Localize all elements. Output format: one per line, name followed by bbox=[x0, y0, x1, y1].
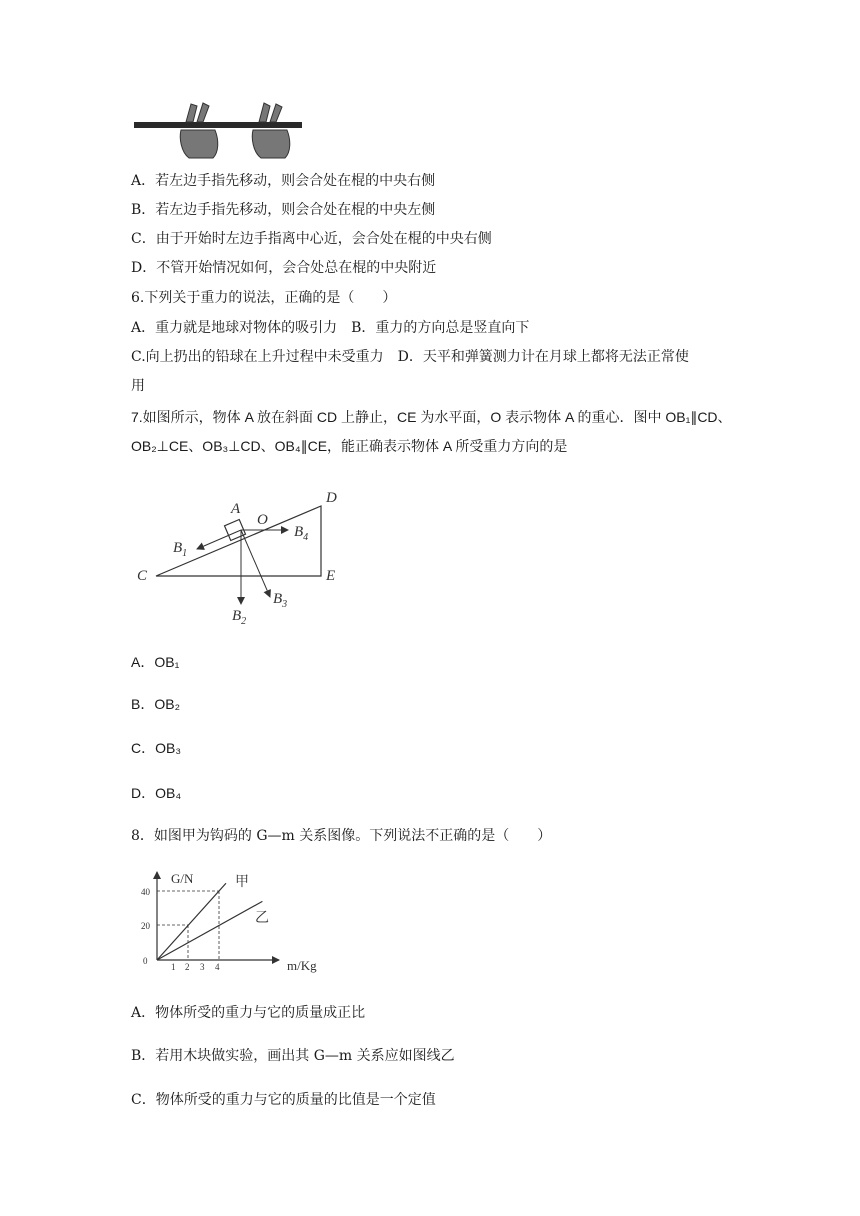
label-b3: $B_3$ bbox=[273, 591, 288, 610]
q6-options-line1: A．重力就是地球对物体的吸引力 B．重力的方向总是竖直向下 bbox=[131, 320, 530, 336]
label-d: D bbox=[326, 490, 337, 506]
q7-stem-line2: OB₂⊥CE、OB₃⊥CD、OB₄∥CE，能正确表示物体 A 所受重力方向的是 bbox=[131, 438, 568, 454]
q5-option-c: C．由于开始时左边手指离中心近，会合处在棍的中央右侧 bbox=[131, 231, 492, 247]
q7-stem-line1: 7.如图所示，物体 A 放在斜面 CD 上静止，CE 为水平面，O 表示物体 A 的重心．图中 OB₁∥CD、 bbox=[131, 409, 732, 425]
incline-force-figure bbox=[131, 480, 361, 630]
q5-option-a: A．若左边手指先移动，则会合处在棍的中央右侧 bbox=[131, 173, 436, 189]
label-e: E bbox=[326, 568, 336, 584]
label-o: O bbox=[257, 512, 268, 528]
series-label-jia: 甲 bbox=[235, 875, 249, 890]
series-line-jia bbox=[157, 883, 226, 960]
arrow-ob3 bbox=[241, 530, 270, 597]
right-hand-icon bbox=[252, 103, 290, 158]
y-axis-label: G/N bbox=[171, 871, 194, 886]
left-hand-icon bbox=[180, 103, 218, 158]
x-tick-2: 2 bbox=[185, 962, 190, 972]
x-tick-4: 4 bbox=[215, 962, 220, 972]
q7-option-c: C．OB₃ bbox=[131, 740, 182, 756]
x-tick-1: 1 bbox=[171, 962, 176, 972]
series-label-yi: 乙 bbox=[255, 911, 269, 926]
q7-option-a: A．OB₁ bbox=[131, 654, 180, 670]
q5-option-d: D．不管开始情况如何，会合处总在棍的中央附近 bbox=[131, 260, 437, 276]
stick bbox=[134, 122, 302, 128]
q7-option-d: D．OB₄ bbox=[131, 785, 182, 801]
q7-option-b: B．OB₂ bbox=[131, 696, 180, 712]
g-m-chart bbox=[131, 866, 336, 976]
q8-option-a: A．物体所受的重力与它的质量成正比 bbox=[131, 1005, 366, 1021]
x-tick-3: 3 bbox=[200, 962, 205, 972]
series-line-yi bbox=[157, 901, 262, 960]
stick-on-fingers-figure bbox=[131, 100, 306, 162]
label-c: C bbox=[137, 568, 148, 584]
q6-options-line2: C.向上扔出的铅球在上升过程中未受重力 D．天平和弹簧测力计在月球上都将无法正常使 bbox=[131, 349, 689, 365]
label-a: A bbox=[231, 501, 241, 517]
x-axis-label: m/Kg bbox=[287, 958, 317, 973]
q8-option-c: C．物体所受的重力与它的质量的比值是一个定值 bbox=[131, 1092, 436, 1108]
q6-stem: 6.下列关于重力的说法，正确的是（ ） bbox=[131, 290, 397, 306]
q5-option-b: B．若左边手指先移动，则会合处在棍的中央左侧 bbox=[131, 202, 436, 218]
q8-stem: 8．如图甲为钩码的 G—m 关系图像。下列说法不正确的是（ ） bbox=[131, 828, 552, 844]
y-tick-40: 40 bbox=[141, 887, 150, 897]
label-b2: $B_2$ bbox=[232, 608, 247, 627]
y-tick-20: 20 bbox=[141, 921, 150, 931]
label-b1: $B_1$ bbox=[173, 540, 188, 559]
origin-label: 0 bbox=[143, 956, 148, 966]
q6-options-line3: 用 bbox=[131, 378, 145, 394]
label-b4: $B_4$ bbox=[294, 524, 309, 543]
q8-option-b: B．若用木块做实验，画出其 G—m 关系应如图线乙 bbox=[131, 1048, 455, 1064]
